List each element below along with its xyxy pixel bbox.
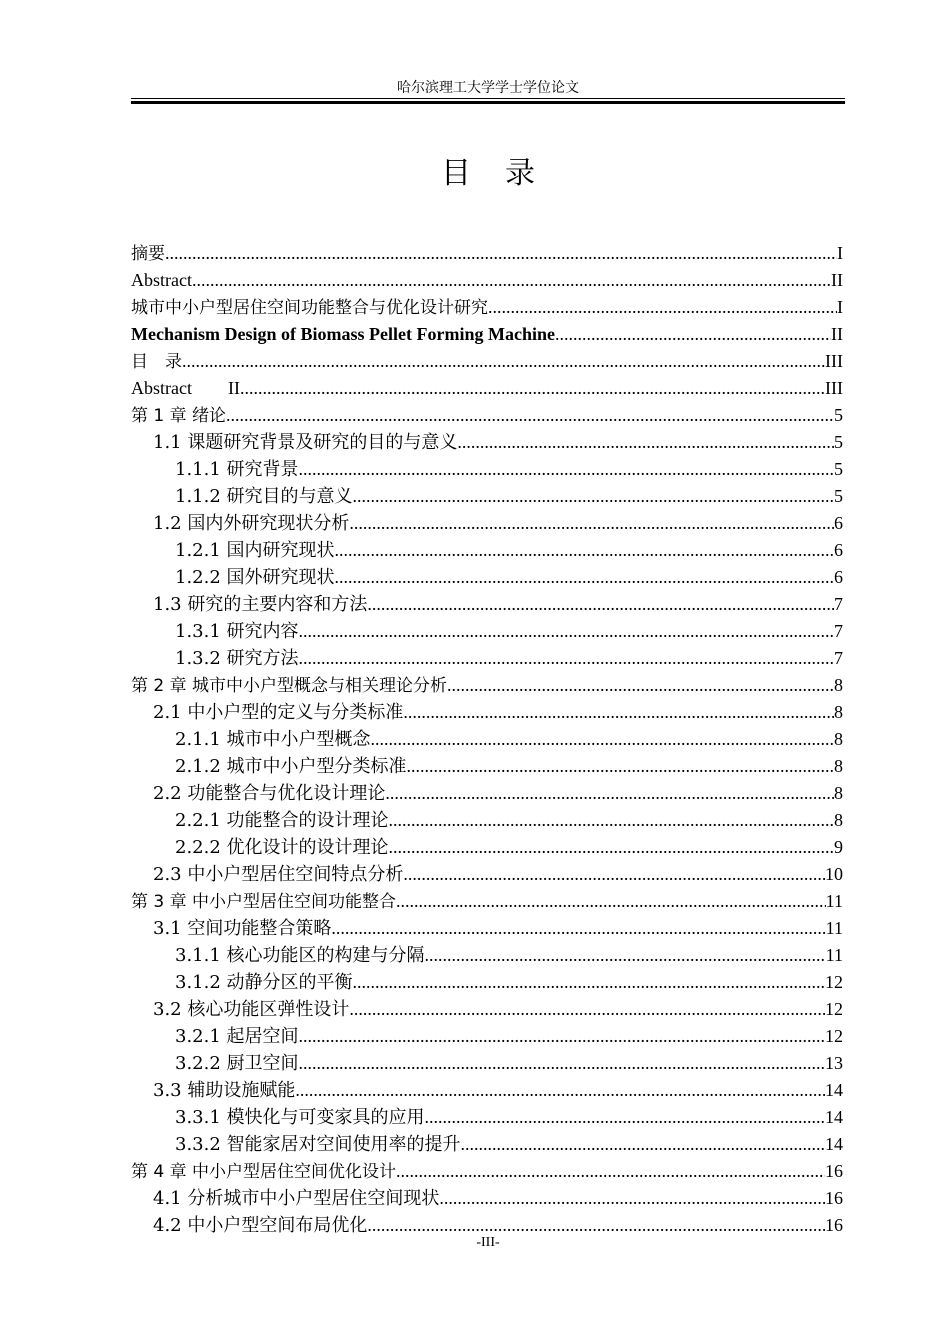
toc-entry-title: 2.2 功能整合与优化设计理论 (153, 783, 386, 804)
toc-entry-title: 1.1.2 研究目的与意义 (175, 486, 353, 507)
toc-dot-leader (425, 942, 826, 969)
toc-entry-page: 14 (825, 1080, 843, 1100)
toc-dot-leader (403, 699, 834, 726)
toc-dot-leader (182, 348, 825, 375)
toc-entry-title: 2.2.1 功能整合的设计理论 (175, 810, 389, 831)
toc-entry[interactable] (131, 429, 843, 456)
toc-entry-title: 2.2.2 优化设计的设计理论 (175, 837, 389, 858)
toc-entry-title: 3.2.2 厨卫空间 (175, 1053, 299, 1074)
toc-entry[interactable] (131, 267, 843, 294)
toc-entry-page: 8 (834, 756, 843, 776)
toc-dot-leader (488, 294, 837, 321)
toc-entry-title: 1.3 研究的主要内容和方法 (153, 594, 368, 615)
toc-entry[interactable] (131, 1104, 843, 1131)
toc-entry[interactable] (131, 807, 843, 834)
toc-entry[interactable] (131, 240, 843, 267)
toc-dot-leader (555, 321, 831, 348)
toc-dot-leader (335, 537, 834, 564)
toc-entry[interactable] (131, 537, 843, 564)
toc-entry[interactable] (131, 834, 843, 861)
page-number: -III- (476, 1235, 500, 1250)
toc-entry-page: III (825, 378, 843, 398)
toc-entry-page: 16 (825, 1215, 843, 1235)
toc-entry-title: 3.1.2 动静分区的平衡 (175, 972, 353, 993)
toc-entry-page: III (825, 351, 843, 371)
toc-entry[interactable] (131, 483, 843, 510)
table-of-contents (131, 240, 843, 1239)
toc-entry[interactable] (131, 996, 843, 1023)
toc-entry-page: 10 (825, 864, 843, 884)
toc-entry-page: 14 (825, 1134, 843, 1154)
toc-dot-leader (335, 564, 834, 591)
toc-entry-page: 14 (825, 1107, 843, 1127)
toc-entry-page: 11 (825, 918, 843, 938)
toc-dot-leader (353, 969, 825, 996)
toc-entry-page: II (831, 270, 843, 290)
toc-dot-leader (407, 753, 834, 780)
toc-entry[interactable] (131, 645, 843, 672)
toc-entry-page: 5 (834, 486, 843, 506)
toc-dot-leader (389, 807, 834, 834)
toc-entry-page: 9 (834, 837, 843, 857)
toc-dot-leader (192, 267, 831, 294)
toc-entry-page: 7 (834, 594, 843, 614)
toc-entry-title: 第 2 章 城市中小户型概念与相关理论分析 (131, 676, 448, 696)
toc-dot-leader (299, 645, 834, 672)
toc-entry[interactable] (131, 564, 843, 591)
toc-entry-title: 1.3.2 研究方法 (175, 648, 299, 669)
toc-entry[interactable] (131, 942, 843, 969)
toc-entry[interactable] (131, 402, 843, 429)
toc-entry-title: 4.2 中小户型空间布局优化 (153, 1215, 368, 1236)
toc-entry-title: 1.1 课题研究背景及研究的目的与意义 (153, 432, 458, 453)
toc-entry-page: 13 (825, 1053, 843, 1073)
toc-entry-title: 3.2 核心功能区弹性设计 (153, 999, 350, 1020)
toc-entry-page: 7 (834, 648, 843, 668)
toc-entry-page: 8 (834, 810, 843, 830)
toc-entry[interactable] (131, 1077, 843, 1104)
toc-entry-page: 5 (834, 432, 843, 452)
toc-entry[interactable] (131, 915, 843, 942)
toc-entry-page: 12 (825, 1026, 843, 1046)
toc-entry[interactable] (131, 348, 843, 375)
toc-entry-page: 12 (825, 999, 843, 1019)
toc-dot-leader (447, 672, 834, 699)
toc-dot-leader (385, 780, 834, 807)
running-header: 哈尔滨理工大学学士学位论文 (397, 80, 579, 96)
toc-dot-leader (371, 726, 834, 753)
toc-entry[interactable] (131, 375, 843, 402)
toc-dot-leader (299, 1050, 825, 1077)
toc-dot-leader (331, 915, 825, 942)
toc-entry-page: 7 (834, 621, 843, 641)
toc-dot-leader (299, 456, 834, 483)
toc-entry[interactable] (131, 861, 843, 888)
toc-dot-leader (349, 510, 834, 537)
toc-entry-page: 6 (834, 540, 843, 560)
toc-entry-title: 目 录 (131, 352, 182, 372)
toc-entry-page: 8 (834, 675, 843, 695)
toc-dot-leader (226, 402, 834, 429)
toc-entry[interactable] (131, 1185, 843, 1212)
toc-entry-title: 3.1 空间功能整合策略 (153, 918, 332, 939)
toc-dot-leader (396, 1158, 825, 1185)
toc-entry-page: II (831, 324, 843, 344)
toc-entry-title: 第 4 章 中小户型居住空间优化设计 (131, 1162, 397, 1182)
toc-entry-page: 16 (825, 1188, 843, 1208)
toc-dot-leader (403, 861, 825, 888)
toc-dot-leader (165, 240, 837, 267)
toc-entry-title: 4.1 分析城市中小户型居住空间现状 (153, 1188, 440, 1209)
toc-dot-leader (425, 1104, 825, 1131)
toc-entry[interactable] (131, 888, 843, 915)
toc-entry-page: 8 (834, 702, 843, 722)
toc-entry-title: 3.3.1 模快化与可变家具的应用 (175, 1107, 425, 1128)
toc-entry[interactable] (131, 780, 843, 807)
toc-dot-leader (439, 1185, 825, 1212)
toc-entry-page: I (837, 297, 843, 317)
toc-entry-page: 11 (825, 891, 843, 911)
toc-entry[interactable] (131, 321, 843, 348)
toc-entry-title: 1.2.2 国外研究现状 (175, 567, 335, 588)
toc-entry-title: Abstract (131, 270, 192, 290)
toc-dot-leader (457, 429, 834, 456)
toc-dot-leader (461, 1131, 825, 1158)
toc-entry-title: 2.1.1 城市中小户型概念 (175, 729, 371, 750)
toc-entry[interactable] (131, 699, 843, 726)
toc-entry-title: 城市中小户型居住空间功能整合与优化设计研究 (131, 298, 488, 318)
toc-dot-leader (240, 375, 825, 402)
toc-entry[interactable] (131, 1023, 843, 1050)
toc-entry-page: 11 (825, 945, 843, 965)
toc-entry[interactable] (131, 753, 843, 780)
toc-entry[interactable] (131, 591, 843, 618)
toc-entry-title: 摘要 (131, 244, 165, 264)
toc-dot-leader (295, 1077, 825, 1104)
toc-entry[interactable] (131, 726, 843, 753)
page-title: 目录 (441, 156, 569, 191)
toc-entry-page: 5 (834, 405, 843, 425)
toc-entry[interactable] (131, 510, 843, 537)
toc-entry-page: 6 (834, 567, 843, 587)
toc-entry[interactable] (131, 1158, 843, 1185)
toc-entry-page: 12 (825, 972, 843, 992)
toc-entry-title: 1.2.1 国内研究现状 (175, 540, 335, 561)
toc-entry-page: 8 (834, 729, 843, 749)
toc-entry-page: 5 (834, 459, 843, 479)
toc-entry-title: 3.3 辅助设施赋能 (153, 1080, 296, 1101)
toc-entry[interactable] (131, 672, 843, 699)
toc-entry-page: I (837, 243, 843, 263)
toc-entry-title: 2.1.2 城市中小户型分类标准 (175, 756, 407, 777)
toc-dot-leader (389, 834, 834, 861)
toc-entry-title: 1.2 国内外研究现状分析 (153, 513, 350, 534)
header-rule-thick (131, 101, 845, 104)
toc-entry[interactable] (131, 1050, 843, 1077)
toc-dot-leader (396, 888, 826, 915)
toc-entry[interactable] (131, 618, 843, 645)
toc-entry-title: 1.3.1 研究内容 (175, 621, 299, 642)
toc-entry-title: 第 1 章 绪论 (131, 406, 227, 426)
toc-dot-leader (367, 591, 834, 618)
toc-entry-title: 第 3 章 中小户型居住空间功能整合 (131, 892, 397, 912)
toc-dot-leader (353, 483, 834, 510)
toc-entry[interactable] (131, 456, 843, 483)
header-rule-thin (131, 98, 845, 99)
toc-entry[interactable] (131, 1131, 843, 1158)
toc-dot-leader (349, 996, 825, 1023)
toc-entry-title: 3.2.1 起居空间 (175, 1026, 299, 1047)
toc-entry-title: Abstract II (131, 378, 240, 398)
toc-entry-page: 16 (825, 1161, 843, 1181)
toc-entry[interactable] (131, 969, 843, 996)
toc-entry-title: 2.3 中小户型居住空间特点分析 (153, 864, 404, 885)
toc-entry-title: 1.1.1 研究背景 (175, 459, 299, 480)
toc-dot-leader (299, 1023, 825, 1050)
toc-entry-page: 8 (834, 783, 843, 803)
toc-entry-title: Mechanism Design of Biomass Pellet Forming Machine (131, 324, 555, 344)
toc-dot-leader (299, 618, 834, 645)
toc-entry-title: 3.3.2 智能家居对空间使用率的提升 (175, 1134, 461, 1155)
toc-entry[interactable] (131, 294, 843, 321)
toc-entry-title: 3.1.1 核心功能区的构建与分隔 (175, 945, 425, 966)
toc-entry-title: 2.1 中小户型的定义与分类标准 (153, 702, 404, 723)
toc-entry-page: 6 (834, 513, 843, 533)
